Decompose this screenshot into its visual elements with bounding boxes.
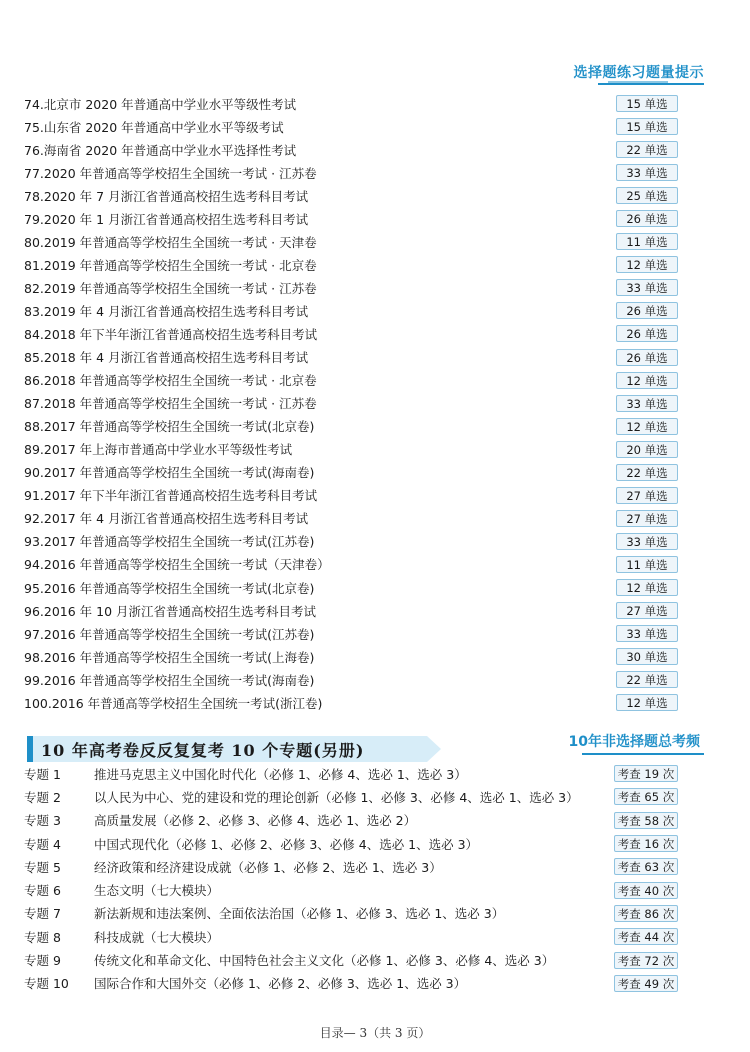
exam-title: 90.2017 年普通高等学校招生全国统一考试(海南卷) (24, 465, 315, 481)
exam-row (24, 668, 704, 691)
exam-row (24, 253, 704, 276)
exam-row (24, 599, 704, 622)
topic-title: 以人民为中心、党的建设和党的理论创新（必修 1、必修 3、必修 4、选必 1、选必 3） (94, 789, 579, 805)
topic-number: 专题 1 (24, 766, 61, 782)
topic-row (24, 878, 704, 901)
exam-title: 100.2016 年普通高等学校招生全国统一考试(浙江卷) (24, 695, 323, 711)
exam-row (24, 322, 704, 345)
exam-title: 87.2018 年普通高等学校招生全国统一考试 · 江苏卷 (24, 396, 317, 412)
exam-row (24, 622, 704, 645)
question-count-badge: 30 单选 (616, 648, 678, 665)
topic-row (24, 972, 704, 995)
topic-number: 专题 2 (24, 789, 61, 805)
frequency-badge: 考查 58 次 (614, 812, 678, 829)
question-count-badge: 12 单选 (616, 418, 678, 435)
frequency-badge: 考查 16 次 (614, 835, 678, 852)
question-count-badge: 33 单选 (616, 533, 678, 550)
topic-number: 专题 4 (24, 836, 61, 852)
question-count-badge: 22 单选 (616, 464, 678, 481)
exam-row (24, 645, 704, 668)
question-count-badge: 27 单选 (616, 487, 678, 504)
exam-title: 76.海南省 2020 年普通高中学业水平选择性考试 (24, 142, 297, 158)
question-count-badge: 22 单选 (616, 141, 678, 158)
question-count-badge: 15 单选 (616, 95, 678, 112)
exam-row (24, 392, 704, 415)
topic-title: 高质量发展（必修 2、必修 3、必修 4、选必 1、选必 2） (94, 813, 417, 829)
topic-row (24, 832, 704, 855)
exam-title: 84.2018 年下半年浙江省普通高校招生选考科目考试 (24, 326, 318, 342)
topic-number: 专题 8 (24, 929, 61, 945)
question-count-badge: 26 单选 (616, 325, 678, 342)
topic-banner (27, 736, 441, 762)
exam-title: 88.2017 年普通高等学校招生全国统一考试(北京卷) (24, 419, 315, 435)
exam-title: 99.2016 年普通高等学校招生全国统一考试(海南卷) (24, 672, 315, 688)
question-count-badge: 26 单选 (616, 210, 678, 227)
topic-number: 专题 6 (24, 883, 61, 899)
exam-title: 95.2016 年普通高等学校招生全国统一考试(北京卷) (24, 580, 315, 596)
exam-row (24, 530, 704, 553)
exam-list (24, 92, 704, 714)
question-count-hint-title: 选择题练习题量提示 (573, 65, 704, 81)
question-count-badge: 27 单选 (616, 510, 678, 527)
frequency-badge: 考查 19 次 (614, 765, 678, 782)
question-count-badge: 11 单选 (616, 233, 678, 250)
exam-title: 98.2016 年普通高等学校招生全国统一考试(上海卷) (24, 649, 315, 665)
question-count-badge: 33 单选 (616, 164, 678, 181)
topic-banner-title: 10 年高考卷反反复复考 10 个专题(另册) (41, 741, 365, 760)
topic-row (24, 785, 704, 808)
exam-title: 91.2017 年下半年浙江省普通高校招生选考科目考试 (24, 488, 318, 504)
topic-number: 专题 3 (24, 813, 61, 829)
frequency-badge: 考查 72 次 (614, 952, 678, 969)
frequency-badge: 考查 49 次 (614, 975, 678, 992)
frequency-badge: 考查 44 次 (614, 928, 678, 945)
exam-row (24, 484, 704, 507)
question-count-badge: 12 单选 (616, 256, 678, 273)
topic-row (24, 809, 704, 832)
topic-row (24, 762, 704, 785)
exam-row (24, 230, 704, 253)
page-footer: 目录— 3（共 3 页） (319, 1026, 431, 1040)
question-count-badge: 33 单选 (616, 395, 678, 412)
exam-row (24, 138, 704, 161)
exam-row (24, 161, 704, 184)
exam-title: 94.2016 年普通高等学校招生全国统一考试（天津卷） (24, 557, 330, 573)
question-count-badge: 33 单选 (616, 625, 678, 642)
question-count-badge: 33 单选 (616, 279, 678, 296)
topic-title: 传统文化和革命文化、中国特色社会主义文化（必修 1、必修 3、必修 4、选必 3） (94, 953, 555, 969)
question-count-badge: 22 单选 (616, 671, 678, 688)
question-count-badge: 12 单选 (616, 372, 678, 389)
exam-row (24, 369, 704, 392)
exam-row (24, 438, 704, 461)
exam-title: 80.2019 年普通高等学校招生全国统一考试 · 天津卷 (24, 234, 317, 250)
exam-row (24, 207, 704, 230)
frequency-badge: 考查 86 次 (614, 905, 678, 922)
exam-title: 83.2019 年 4 月浙江省普通高校招生选考科目考试 (24, 303, 309, 319)
topic-number: 专题 10 (24, 976, 69, 992)
topic-title: 中国式现代化（必修 1、必修 2、必修 3、必修 4、选必 1、选必 3） (94, 836, 479, 852)
topic-title: 经济政策和经济建设成就（必修 1、必修 2、选必 1、选必 3） (94, 859, 442, 875)
exam-row (24, 299, 704, 322)
exam-row (24, 576, 704, 599)
question-count-badge: 25 单选 (616, 187, 678, 204)
exam-row (24, 461, 704, 484)
hint-title-underline (598, 83, 704, 85)
topic-title: 新法新规和违法案例、全面依法治国（必修 1、必修 3、选必 1、选必 3） (94, 906, 505, 922)
frequency-badge: 考查 63 次 (614, 858, 678, 875)
frequency-badge: 考查 40 次 (614, 882, 678, 899)
topic-row (24, 902, 704, 925)
topic-number: 专题 7 (24, 906, 61, 922)
topic-row (24, 855, 704, 878)
question-count-badge: 26 单选 (616, 349, 678, 366)
topic-title: 推进马克思主义中国化时代化（必修 1、必修 4、选必 1、选必 3） (94, 766, 467, 782)
frequency-badge: 考查 65 次 (614, 788, 678, 805)
exam-title: 77.2020 年普通高等学校招生全国统一考试 · 江苏卷 (24, 165, 317, 181)
frequency-title: 10年非选择题总考频 (568, 734, 700, 750)
exam-row (24, 92, 704, 115)
question-count-badge: 11 单选 (616, 556, 678, 573)
topic-list (24, 762, 704, 995)
exam-row (24, 346, 704, 369)
question-count-badge: 20 单选 (616, 441, 678, 458)
exam-title: 86.2018 年普通高等学校招生全国统一考试 · 北京卷 (24, 373, 317, 389)
exam-title: 81.2019 年普通高等学校招生全国统一考试 · 北京卷 (24, 257, 317, 273)
exam-row (24, 691, 704, 714)
exam-title: 75.山东省 2020 年普通高中学业水平等级考试 (24, 119, 284, 135)
topic-title: 国际合作和大国外交（必修 1、必修 2、必修 3、选必 1、选必 3） (94, 976, 467, 992)
exam-title: 79.2020 年 1 月浙江省普通高校招生选考科目考试 (24, 211, 309, 227)
exam-title: 96.2016 年 10 月浙江省普通高校招生选考科目考试 (24, 603, 317, 619)
exam-title: 92.2017 年 4 月浙江省普通高校招生选考科目考试 (24, 511, 309, 527)
topic-title: 生态文明（七大模块） (94, 883, 220, 899)
exam-title: 89.2017 年上海市普通高中学业水平等级性考试 (24, 442, 293, 458)
exam-row (24, 184, 704, 207)
exam-title: 78.2020 年 7 月浙江省普通高校招生选考科目考试 (24, 188, 309, 204)
exam-title: 82.2019 年普通高等学校招生全国统一考试 · 江苏卷 (24, 280, 317, 296)
topic-title: 科技成就（七大模块） (94, 929, 220, 945)
exam-row (24, 115, 704, 138)
exam-title: 85.2018 年 4 月浙江省普通高校招生选考科目考试 (24, 350, 309, 366)
topic-row (24, 948, 704, 971)
exam-row (24, 553, 704, 576)
question-count-badge: 12 单选 (616, 579, 678, 596)
exam-row (24, 276, 704, 299)
exam-title: 93.2017 年普通高等学校招生全国统一考试(江苏卷) (24, 534, 315, 550)
topic-row (24, 925, 704, 948)
question-count-badge: 27 单选 (616, 602, 678, 619)
exam-title: 97.2016 年普通高等学校招生全国统一考试(江苏卷) (24, 626, 315, 642)
topic-number: 专题 5 (24, 859, 61, 875)
exam-row (24, 415, 704, 438)
topic-number: 专题 9 (24, 953, 61, 969)
exam-title: 74.北京市 2020 年普通高中学业水平等级性考试 (24, 96, 297, 112)
question-count-badge: 15 单选 (616, 118, 678, 135)
question-count-badge: 12 单选 (616, 694, 678, 711)
frequency-title-underline (582, 753, 704, 755)
exam-row (24, 507, 704, 530)
question-count-badge: 26 单选 (616, 302, 678, 319)
